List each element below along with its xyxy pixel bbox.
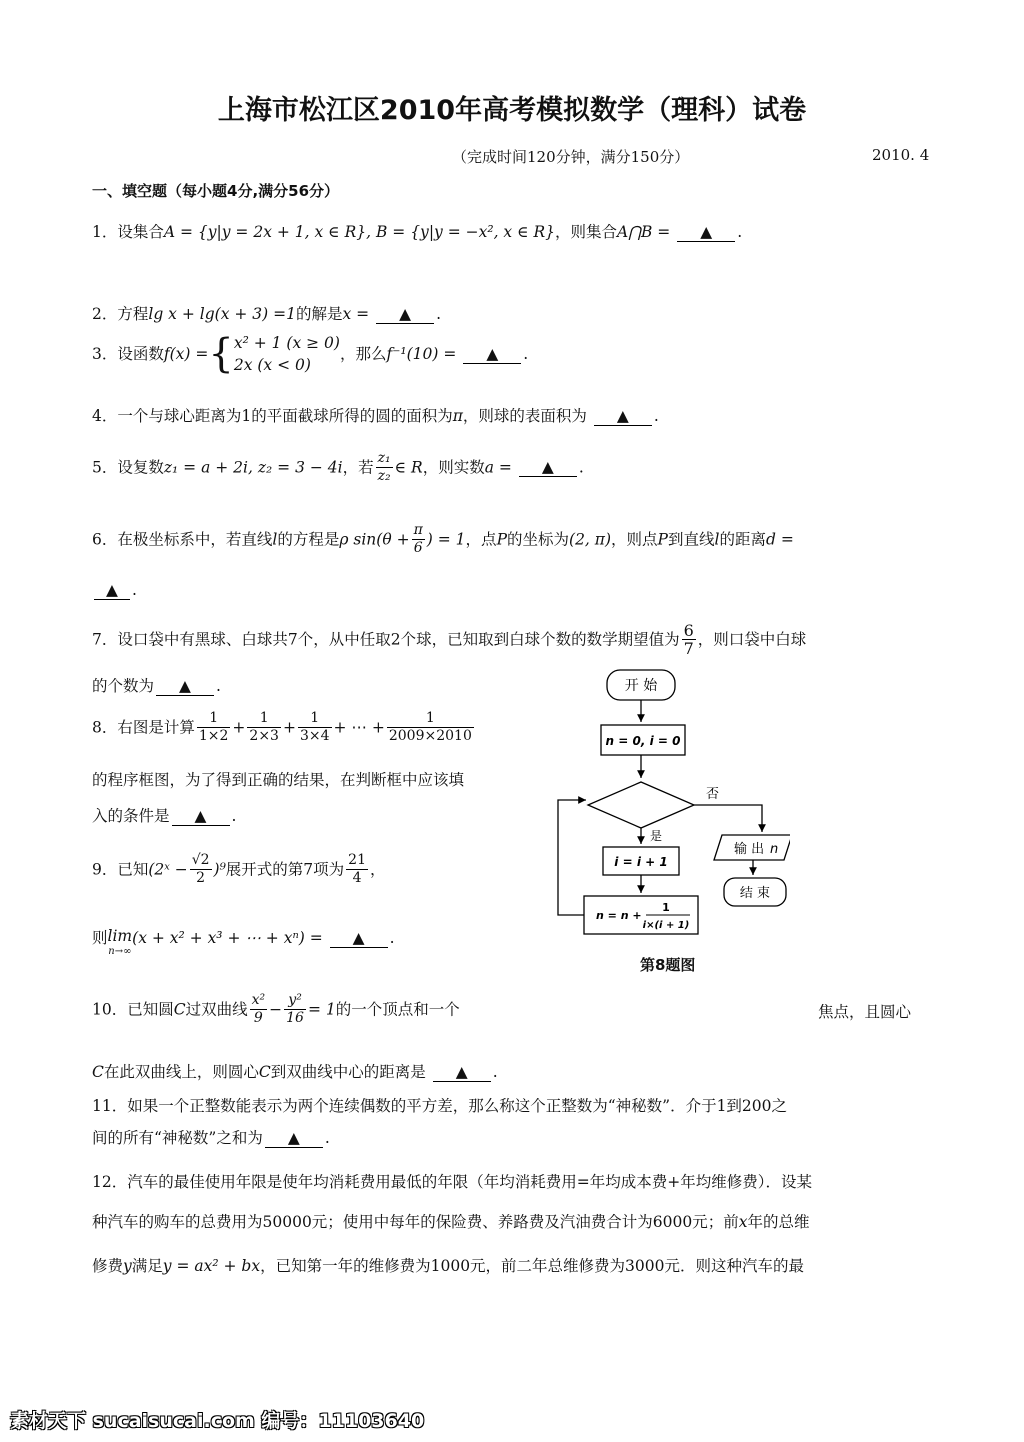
- watermark-text: 素材天下 sucaisucai.com 编号：11103640: [10, 1410, 425, 1432]
- update-den: i×(i + 1): [642, 920, 690, 931]
- question-9-line2: 则 lim n→∞ (x + x² + x³ + ⋯ + xⁿ) = ▲ .: [92, 927, 395, 957]
- question-9: 9．已知(2ˣ − $\frac{√2}{2}$ )⁹展开式的第7项为 $\frac{21}{4}$ ，: [92, 852, 386, 886]
- start-label: 开 始: [624, 678, 658, 694]
- question-6: 6．在极坐标系中，若直线l的方程是ρ sin(θ + $\frac{\pi}{6}$ ) = 1，点P的坐标为(2, π)，则点P到直线l的距离d =: [92, 522, 794, 556]
- section-heading: 一、填空题（每小题4分,满分56分）: [92, 182, 340, 200]
- question-12-line2: 种汽车的购车的总费用为50000元；使用中每年的保险费、养路费及汽油费合计为6000元；前x年的总维: [92, 1213, 810, 1231]
- update-num: 1: [662, 901, 670, 914]
- question-8-line3: 入的条件是 ▲ .: [92, 807, 237, 825]
- answer-blank[interactable]: ▲: [156, 677, 214, 696]
- yes-label: 是: [650, 829, 663, 843]
- init-label: n = 0, i = 0: [605, 734, 681, 748]
- question-12: 12．汽车的最佳使用年限是使年均消耗费用最低的年限（年均消耗费用=年均成本费+年均维修费）．设某: [92, 1173, 812, 1191]
- question-4: 4．一个与球心距离为1的平面截球所得的圆的面积为π，则球的表面积为 ▲ .: [92, 407, 659, 425]
- question-3: 3．设函数f(x) ={ x² + 1 (x ≥ 0) 2x (x < 0) ，那么f⁻¹(10) = ▲ .: [92, 331, 529, 377]
- question-7-line2: 的个数为 ▲ .: [92, 677, 221, 695]
- answer-blank[interactable]: ▲: [376, 305, 434, 324]
- question-1: 1．设集合A = {y|y = 2x + 1, x ∈ R}, B = {y|y = −x², x ∈ R}，则集合A⋂B = ▲ .: [92, 223, 743, 241]
- question-11-line2: 间的所有“神秘数”之和为 ▲ .: [92, 1129, 330, 1147]
- answer-blank[interactable]: ▲: [519, 458, 577, 477]
- no-label: 否: [706, 787, 720, 802]
- end-label: 结 束: [739, 886, 771, 901]
- question-6-answer: ▲ .: [92, 580, 137, 600]
- exam-date: 2010. 4: [872, 146, 930, 164]
- answer-blank[interactable]: ▲: [330, 929, 388, 948]
- decision-node: [588, 782, 694, 828]
- answer-blank[interactable]: ▲: [594, 407, 652, 426]
- question-7: 7．设口袋中有黑球、白球共7个，从中任取2个球，已知取到白球个数的数学期望值为 $\frac{6}{7}$ ，则口袋中白球: [92, 621, 807, 658]
- answer-blank[interactable]: ▲: [172, 807, 230, 826]
- question-10: 10．已知圆C过双曲线 $\frac{\text{x²}}{9}$ − $\frac{\text{y²}}{16}$ = 1的一个顶点和一个: [92, 992, 460, 1026]
- question-10-right: 焦点，且圆心: [818, 1003, 912, 1021]
- time-note: （完成时间120分钟，满分150分）: [452, 148, 690, 166]
- answer-blank[interactable]: ▲: [677, 223, 735, 242]
- answer-blank[interactable]: ▲: [433, 1063, 491, 1082]
- answer-blank[interactable]: ▲: [265, 1129, 323, 1148]
- output-label: 输 出: [734, 842, 765, 857]
- output-var: n: [770, 842, 779, 857]
- question-8: 8．右图是计算 $\frac{1}{1\times 2}$ + $\frac{1}{2\times 3}$ + $\frac{1}{3\times 4}$ + ⋯ + $\frac{1}{2009\times 2010}$: [92, 710, 472, 744]
- question-11: 11．如果一个正整数能表示为两个连续偶数的平方差，那么称这个正整数为“神秘数”．介于1到200之: [92, 1097, 788, 1115]
- question-5: 5．设复数z₁ = a + 2i, z₂ = 3 − 4i，若 $\frac{\text{z₁}}{\text{z₂}}$ ∈ R，则实数a = ▲ .: [92, 450, 584, 484]
- figure-caption: 第8题图: [640, 956, 696, 974]
- flowchart: [540, 660, 790, 960]
- update-label: n = n +: [596, 909, 642, 922]
- answer-blank[interactable]: ▲: [94, 581, 130, 600]
- question-2: 2．方程lg x + lg(x + 3) =1的解是x = ▲ .: [92, 305, 442, 323]
- question-12-line3: 修费y满足y = ax² + bx，已知第一年的维修费为1000元，前二年总维修费为3000元．则这种汽车的最: [92, 1257, 805, 1275]
- answer-blank[interactable]: ▲: [463, 345, 521, 364]
- page-title: 上海市松江区2010年高考模拟数学（理科）试卷: [217, 95, 807, 126]
- question-8-line2: 的程序框图，为了得到正确的结果，在判断框中应该填: [92, 771, 465, 789]
- increment-label: i = i + 1: [614, 855, 668, 869]
- question-10-line2: C在此双曲线上，则圆心C到双曲线中心的距离是 ▲ .: [92, 1063, 498, 1081]
